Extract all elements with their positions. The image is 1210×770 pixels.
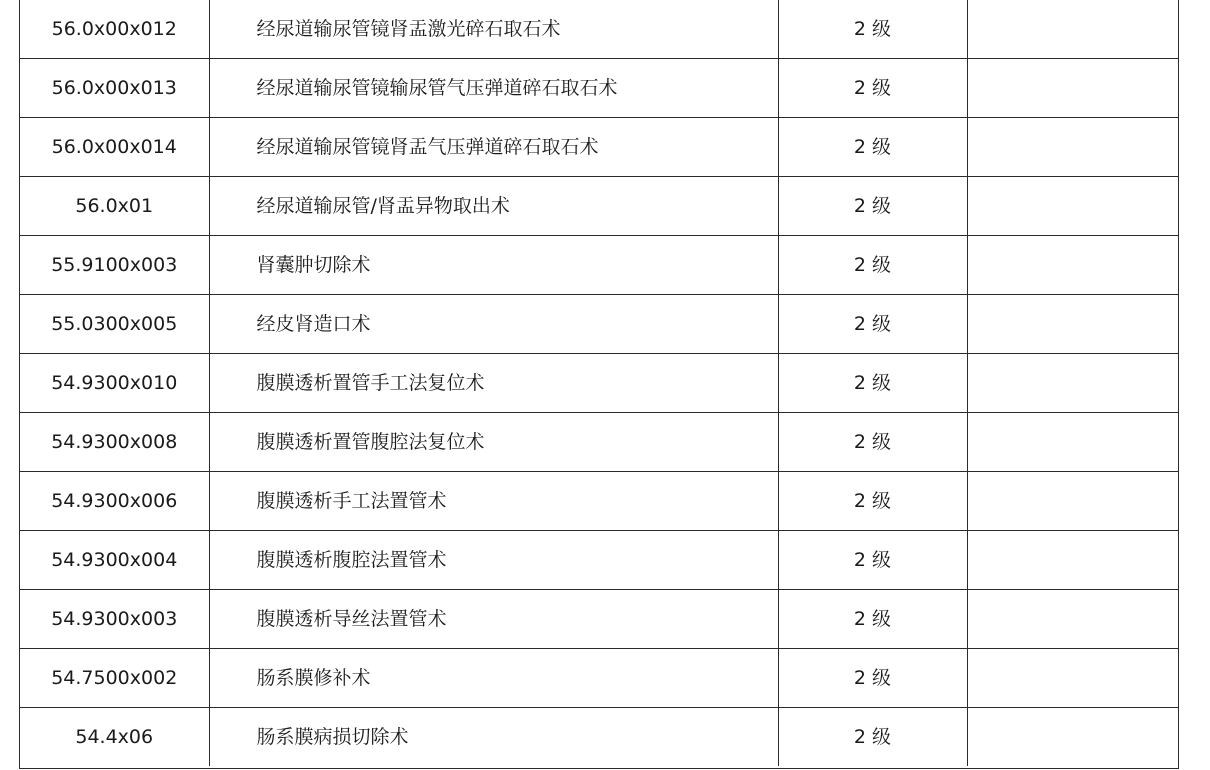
procedure-level-cell: 2 级 (778, 590, 967, 649)
table-row (20, 295, 1178, 354)
table-row (20, 708, 1178, 767)
procedure-name-cell: 肠系膜病损切除术 (209, 708, 778, 767)
procedure-note-cell (967, 177, 1178, 236)
procedure-name-cell: 肾囊肿切除术 (209, 236, 778, 295)
procedure-note-cell (967, 590, 1178, 649)
procedure-name-cell: 腹膜透析置管手工法复位术 (209, 354, 778, 413)
procedure-table (20, 0, 1178, 766)
procedure-level-cell: 2 级 (778, 708, 967, 767)
procedure-code-cell: 56.0x00x012 (20, 0, 209, 59)
procedure-note-cell (967, 236, 1178, 295)
procedure-name-cell: 腹膜透析导丝法置管术 (209, 590, 778, 649)
procedure-note-cell (967, 413, 1178, 472)
procedure-code-cell: 56.0x01 (20, 177, 209, 236)
procedure-level-cell: 2 级 (778, 295, 967, 354)
procedure-level-cell: 2 级 (778, 0, 967, 59)
procedure-code-cell: 54.9300x006 (20, 472, 209, 531)
procedure-name-cell: 经尿道输尿管/肾盂异物取出术 (209, 177, 778, 236)
table-row (20, 531, 1178, 590)
table-row (20, 177, 1178, 236)
procedure-level-cell: 2 级 (778, 177, 967, 236)
procedure-note-cell (967, 59, 1178, 118)
procedure-level-cell: 2 级 (778, 649, 967, 708)
procedure-code-cell: 55.9100x003 (20, 236, 209, 295)
procedure-code-cell: 54.7500x002 (20, 649, 209, 708)
procedure-level-cell: 2 级 (778, 354, 967, 413)
procedure-name-cell: 经尿道输尿管镜肾盂气压弹道碎石取石术 (209, 118, 778, 177)
procedure-table-sheet (19, 0, 1179, 769)
procedure-note-cell (967, 354, 1178, 413)
procedure-level-cell: 2 级 (778, 118, 967, 177)
procedure-name-cell: 肠系膜修补术 (209, 649, 778, 708)
table-row (20, 354, 1178, 413)
procedure-code-cell: 54.9300x004 (20, 531, 209, 590)
procedure-note-cell (967, 118, 1178, 177)
procedure-name-cell: 腹膜透析腹腔法置管术 (209, 531, 778, 590)
procedure-note-cell (967, 708, 1178, 767)
procedure-note-cell (967, 531, 1178, 590)
procedure-code-cell: 55.0300x005 (20, 295, 209, 354)
table-row (20, 0, 1178, 59)
procedure-level-cell: 2 级 (778, 236, 967, 295)
procedure-code-cell: 56.0x00x014 (20, 118, 209, 177)
table-row (20, 472, 1178, 531)
procedure-table-body (20, 0, 1178, 766)
procedure-level-cell: 2 级 (778, 472, 967, 531)
procedure-name-cell: 经尿道输尿管镜肾盂激光碎石取石术 (209, 0, 778, 59)
procedure-code-cell: 54.9300x008 (20, 413, 209, 472)
procedure-name-cell: 经尿道输尿管镜输尿管气压弹道碎石取石术 (209, 59, 778, 118)
procedure-level-cell: 2 级 (778, 59, 967, 118)
procedure-name-cell: 腹膜透析手工法置管术 (209, 472, 778, 531)
procedure-name-cell: 腹膜透析置管腹腔法复位术 (209, 413, 778, 472)
procedure-level-cell: 2 级 (778, 531, 967, 590)
table-row (20, 59, 1178, 118)
table-row (20, 413, 1178, 472)
procedure-code-cell: 54.9300x010 (20, 354, 209, 413)
procedure-code-cell: 56.0x00x013 (20, 59, 209, 118)
table-row (20, 236, 1178, 295)
procedure-note-cell (967, 295, 1178, 354)
table-row (20, 118, 1178, 177)
table-row (20, 590, 1178, 649)
procedure-level-cell: 2 级 (778, 413, 967, 472)
procedure-code-cell: 54.9300x003 (20, 590, 209, 649)
procedure-note-cell (967, 0, 1178, 59)
procedure-name-cell: 经皮肾造口术 (209, 295, 778, 354)
procedure-note-cell (967, 649, 1178, 708)
table-row (20, 649, 1178, 708)
procedure-code-cell: 54.4x06 (20, 708, 209, 767)
procedure-note-cell (967, 472, 1178, 531)
